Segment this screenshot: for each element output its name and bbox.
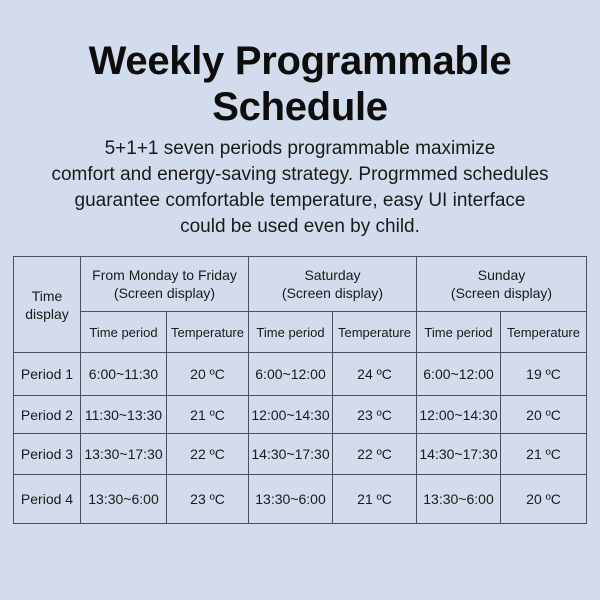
table-cell: 6:00~11:30 xyxy=(81,353,167,396)
table-cell: 14:30~17:30 xyxy=(417,434,501,475)
page-title xyxy=(0,38,600,130)
column-header: Time period xyxy=(417,312,501,353)
table-cell: 20 ºC xyxy=(501,475,587,524)
sunday-header: Sunday (Screen display) xyxy=(417,257,587,312)
description-line-1: 5+1+1 seven periods programmable maximize xyxy=(104,138,496,159)
table-cell: 12:00~14:30 xyxy=(417,396,501,434)
description xyxy=(20,136,580,240)
table-cell: 20 ºC xyxy=(501,396,587,434)
table-cell: 14:30~17:30 xyxy=(249,434,333,475)
table-cell: 13:30~17:30 xyxy=(81,434,167,475)
table-row xyxy=(14,434,587,475)
table-cell: 6:00~12:00 xyxy=(249,353,333,396)
table-cell: 22 ºC xyxy=(167,434,249,475)
table-cell: 21 ºC xyxy=(333,475,417,524)
table-header-row xyxy=(14,257,587,312)
column-header: Temperature xyxy=(333,312,417,353)
title-line-1: Weekly Programmable xyxy=(88,39,512,83)
column-header: Time period xyxy=(249,312,333,353)
table-cell: 23 ºC xyxy=(333,396,417,434)
table-row xyxy=(14,353,587,396)
table-row xyxy=(14,475,587,524)
table-cell: 24 ºC xyxy=(333,353,417,396)
table-cell: 21 ºC xyxy=(167,396,249,434)
period-label: Period 3 xyxy=(14,434,81,475)
title-line-2: Schedule xyxy=(212,85,388,129)
table-cell: 6:00~12:00 xyxy=(417,353,501,396)
table-cell: 12:00~14:30 xyxy=(249,396,333,434)
table-cell: 13:30~6:00 xyxy=(417,475,501,524)
schedule-table xyxy=(13,256,587,524)
description-line-2: comfort and energy-saving strategy. Progrmmed schedules xyxy=(51,164,549,185)
table-cell: 20 ºC xyxy=(167,353,249,396)
column-header: Temperature xyxy=(167,312,249,353)
column-header: Time period xyxy=(81,312,167,353)
table-subheader-row xyxy=(14,312,587,353)
description-line-4: could be used even by child. xyxy=(180,216,420,237)
table-cell: 13:30~6:00 xyxy=(81,475,167,524)
table-row xyxy=(14,396,587,434)
table-cell: 23 ºC xyxy=(167,475,249,524)
time-display-header: Time display xyxy=(14,257,81,353)
weekday-header: From Monday to Friday (Screen display) xyxy=(81,257,249,312)
period-label: Period 4 xyxy=(14,475,81,524)
saturday-header: Saturday (Screen display) xyxy=(249,257,417,312)
table-cell: 19 ºC xyxy=(501,353,587,396)
description-line-3: guarantee comfortable temperature, easy UI interface xyxy=(74,190,526,211)
table-cell: 21 ºC xyxy=(501,434,587,475)
table-cell: 22 ºC xyxy=(333,434,417,475)
period-label: Period 2 xyxy=(14,396,81,434)
table-cell: 11:30~13:30 xyxy=(81,396,167,434)
period-label: Period 1 xyxy=(14,353,81,396)
column-header: Temperature xyxy=(501,312,587,353)
table-cell: 13:30~6:00 xyxy=(249,475,333,524)
